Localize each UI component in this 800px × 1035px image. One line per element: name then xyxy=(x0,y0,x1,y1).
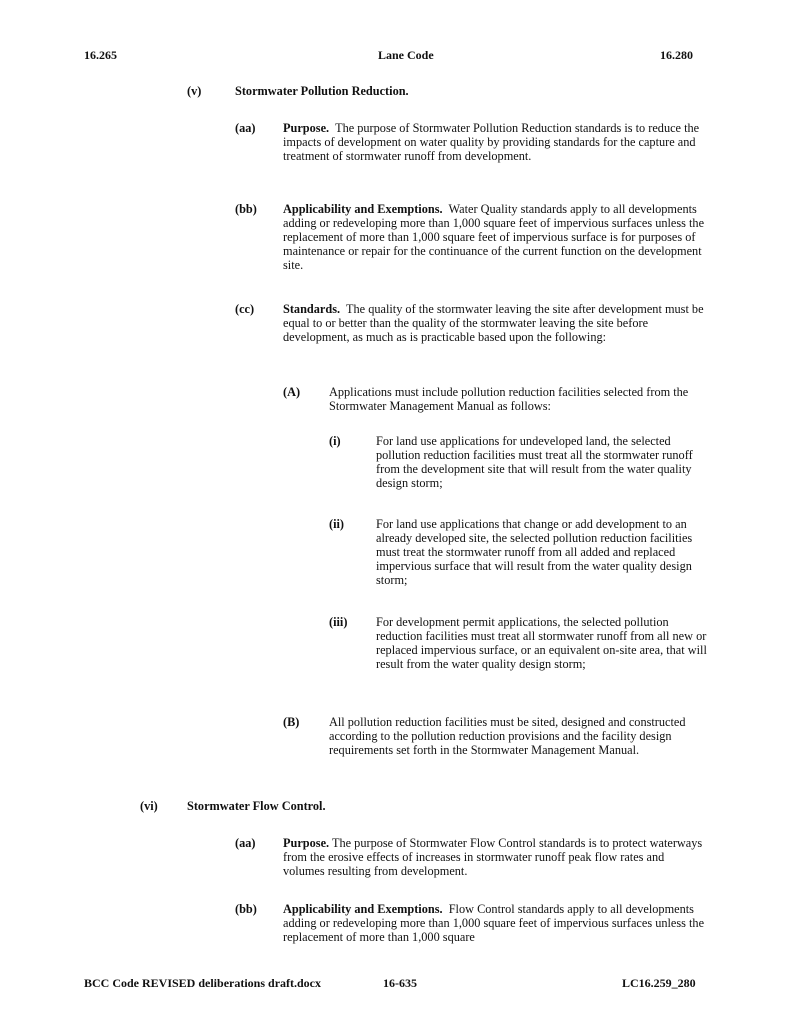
section-v-aa-paragraph xyxy=(283,121,708,163)
section-v-cc-label: (cc) xyxy=(235,302,255,316)
section-v-aa-heading: Purpose. xyxy=(283,121,330,135)
section-vi-aa-label: (aa) xyxy=(235,836,256,850)
section-v-cc-A-iii-label: (iii) xyxy=(329,615,348,629)
footer-section-range: LC16.259_280 xyxy=(622,976,696,990)
section-v-cc-B-label: (B) xyxy=(283,715,300,729)
section-v-cc-paragraph xyxy=(283,302,713,344)
section-v-cc-A-i-label: (i) xyxy=(329,434,341,448)
section-v-cc-A-i-text: For land use applications for undeveloped land, the selected pollution reduction facilities must treat all the stormwater runoff from the development site that will result from the water quality design storm; xyxy=(376,434,693,490)
header-title: Lane Code xyxy=(378,48,434,62)
section-v-bb-paragraph xyxy=(283,202,708,272)
section-vi-bb-label: (bb) xyxy=(235,902,257,916)
section-v-cc-B-text: All pollution reduction facilities must be sited, designed and constructed according to the pollution reduction provisions and the facility design requirements set forth in the Stormwater Management Manual. xyxy=(329,715,686,757)
section-v-cc-A-ii-text: For land use applications that change or add development to an already developed site, the selected pollution reduction facilities must treat the stormwater runoff from all added and replaced impervious surface that will result from the water quality design storm; xyxy=(376,517,693,587)
footer-document-name: BCC Code REVISED deliberations draft.docx xyxy=(84,976,322,990)
section-v-bb-heading: Applicability and Exemptions. xyxy=(283,202,443,216)
section-v-cc-A-ii-label: (ii) xyxy=(329,517,345,531)
header-section-end: 16.280 xyxy=(660,48,693,62)
section-v-bb-text: Water Quality standards apply to all developments adding or redeveloping more than 1,000 square feet of impervious surfaces unless the replacement of more than 1,000 square feet of impervious surface is for purposes of maintenance or repair for the continuance of the current function on the development site. xyxy=(283,202,705,272)
section-v-title: Stormwater Pollution Reduction. xyxy=(235,84,409,98)
section-v-cc-heading: Standards. xyxy=(283,302,341,316)
section-vi-bb-paragraph xyxy=(283,902,708,944)
section-v-number: (v) xyxy=(187,84,202,98)
header-section-start: 16.265 xyxy=(84,48,117,62)
section-vi-aa-heading: Purpose. xyxy=(283,836,330,850)
section-v-cc-A-iii-text: For development permit applications, the selected pollution reduction facilities must treat all stormwater runoff from all new or replaced impervious surface, or an equivalent on-site area, that will result from the water quality design storm; xyxy=(376,615,707,671)
section-v-cc-text: The quality of the stormwater leaving the site after development must be equal to or better than the quality of the stormwater leaving the site before development, as much as is practicable based upon the following: xyxy=(283,302,704,344)
section-vi-number: (vi) xyxy=(140,799,158,813)
section-vi-bb-text: Flow Control standards apply to all developments adding or redeveloping more than 1,000 square feet of impervious surfaces unless the replacement of more than 1,000 square xyxy=(283,902,705,944)
section-vi-aa-paragraph xyxy=(283,836,708,878)
section-v-cc-A-label: (A) xyxy=(283,385,301,399)
section-vi-bb-heading: Applicability and Exemptions. xyxy=(283,902,443,916)
section-v-cc-A-text: Applications must include pollution reduction facilities selected from the Stormwater Management Manual as follows: xyxy=(329,385,689,413)
section-vi-aa-text: The purpose of Stormwater Flow Control standards is to protect waterways from the erosive effects of increases in stormwater runoff peak flow rates and volumes resulting from development. xyxy=(283,836,703,878)
section-v-aa-text: The purpose of Stormwater Pollution Reduction standards is to reduce the impacts of development on water quality by providing standards for the capture and treatment of stormwater runoff from development. xyxy=(283,121,700,163)
section-vi-title: Stormwater Flow Control. xyxy=(187,799,326,813)
section-v-bb-label: (bb) xyxy=(235,202,257,216)
section-v-aa-label: (aa) xyxy=(235,121,256,135)
footer-page-number: 16-635 xyxy=(383,976,417,990)
